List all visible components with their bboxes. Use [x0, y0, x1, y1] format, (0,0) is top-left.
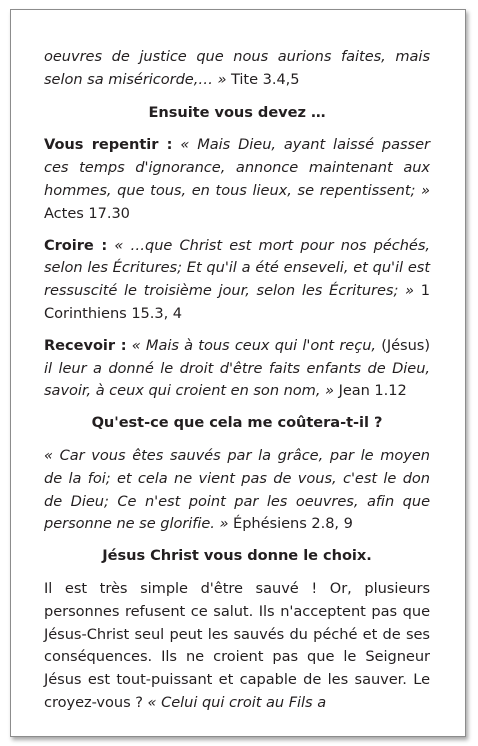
- grace-reference: Éphésiens 2.8, 9: [228, 515, 353, 533]
- receive-paragraph: [44, 335, 430, 403]
- repent-quote: « Mais Dieu, ayant laissé passer ces temps d'ignorance, annonce maintenant aux hommes, que tous, en tous lieux, se repentissent; »: [44, 136, 430, 199]
- repent-reference: Actes 17.30: [44, 204, 130, 222]
- believe-quote: « …que Christ est mort pour nos péchés, selon les Écritures; Et qu'il a été enseveli, et qu'il est ressuscité le troisième jour, selon les Écritures; »: [44, 236, 430, 300]
- believe-paragraph: [44, 235, 430, 326]
- repent-paragraph: [44, 134, 430, 225]
- grace-paragraph: [44, 445, 430, 536]
- page-content: [44, 46, 430, 724]
- believe-label: Croire :: [44, 236, 108, 254]
- receive-quote-part2: il leur a donné le droit d'être faits enfants de Dieu, savoir, à ceux qui croient en son nom, »: [44, 359, 430, 400]
- heading-choice: Jésus Christ vous donne le choix.: [102, 547, 372, 565]
- heading-cost: Qu'est-ce que cela me coûtera-t-il ?: [91, 414, 383, 432]
- believe-reference: 1 Corinthiens 15.3, 4: [44, 282, 430, 322]
- receive-label: Recevoir :: [44, 336, 127, 354]
- intro-quote: oeuvres de justice que nous aurions faites, mais selon sa miséricorde,… »: [44, 48, 430, 88]
- receive-quote-part1: « Mais à tous ceux qui l'ont reçu,: [126, 336, 376, 354]
- intro-reference: Tite 3.4,5: [226, 70, 300, 88]
- intro-paragraph: [44, 46, 430, 92]
- receive-insert: (Jésus): [375, 336, 430, 354]
- heading-next-steps: Ensuite vous devez …: [148, 103, 326, 121]
- closing-quote: « Celui qui croit au Fils a: [142, 693, 327, 711]
- closing-text: Il est très simple d'être sauvé ! Or, plusieurs personnes refusent ce salut. Ils n'acceptent pas que Jésus-Christ seul peut les sauvés du péché et de ses conséquences. Ils ne croient pas que le Seigneur Jésus est tout-puissant et capable de les sauver. Le croyez-vous ?: [44, 579, 430, 711]
- closing-paragraph: [44, 578, 430, 715]
- grace-quote: « Car vous êtes sauvés par la grâce, par le moyen de la foi; et cela ne vient pas de vous, c'est le don de Dieu; Ce n'est point par les oeuvres, afin que personne ne se glorifie. »: [44, 446, 430, 533]
- repent-label: Vous repentir :: [44, 136, 173, 154]
- receive-reference: Jean 1.12: [333, 382, 407, 400]
